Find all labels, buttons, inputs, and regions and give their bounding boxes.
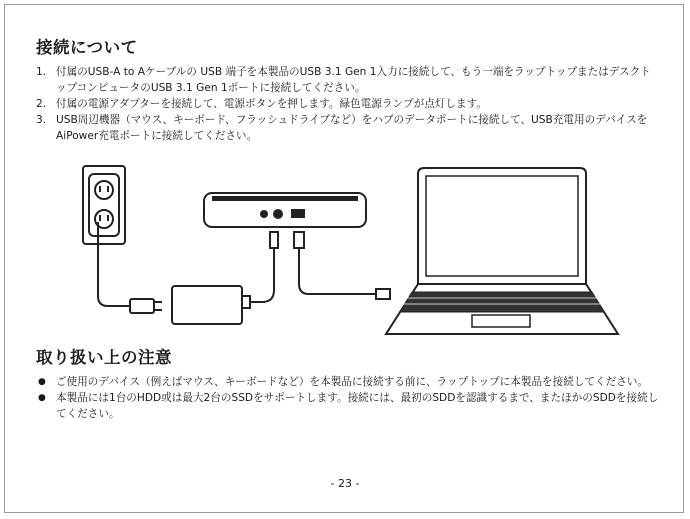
bullet-icon: ● [38,377,46,387]
caution-item [36,374,661,390]
section-title-caution: 取り扱い上の注意 [36,348,172,367]
usb-plug-icon [294,232,304,248]
power-adapter-icon [172,286,250,324]
step-text: 付属のUSB-A to Aケーブルの USB 端子を本製品のUSB 3.1 Gen 1入力に接続して、もう一端をラップトップまたはデスクトップコンピュータのUSB 3.1 Gen 1ポートに接続してください。 [56,66,651,94]
caution-text: ご使用のデバイス（例えばマウス、キーボードなど）を本製品に接続する前に、ラップトップに本製品を接続してください。 [56,376,648,388]
caution-list [36,374,661,422]
bullet-icon: ● [38,393,46,403]
step-number: 1. [36,66,47,78]
caution-item [36,390,661,422]
laptop-icon [386,168,618,334]
page-number: - 23 - [330,477,360,490]
step-text: USB周辺機器（マウス、キーボード、フラッシュドライブなど）をハブのデータポートに接続して、USB充電用のデバイスをAiPower充電ポートに接続してください。 [56,114,648,142]
step-number: 2. [36,98,47,110]
caution-text: 本製品には1台のHDD或は最大2台のSSDをサポートします。接続には、最初のSDDを認識するまで、またほかのSDDを接続してください。 [56,392,659,420]
usb-hub-icon [204,193,366,227]
step-number: 3. [36,114,47,126]
power-plug-icon [130,299,162,313]
wall-outlet-icon [83,166,125,244]
section-title-connection: 接続について [36,38,138,57]
step-text: 付属の電源アダプターを接続して、電源ボタンを押します。緑色電源ランプが点灯します。 [56,98,487,110]
